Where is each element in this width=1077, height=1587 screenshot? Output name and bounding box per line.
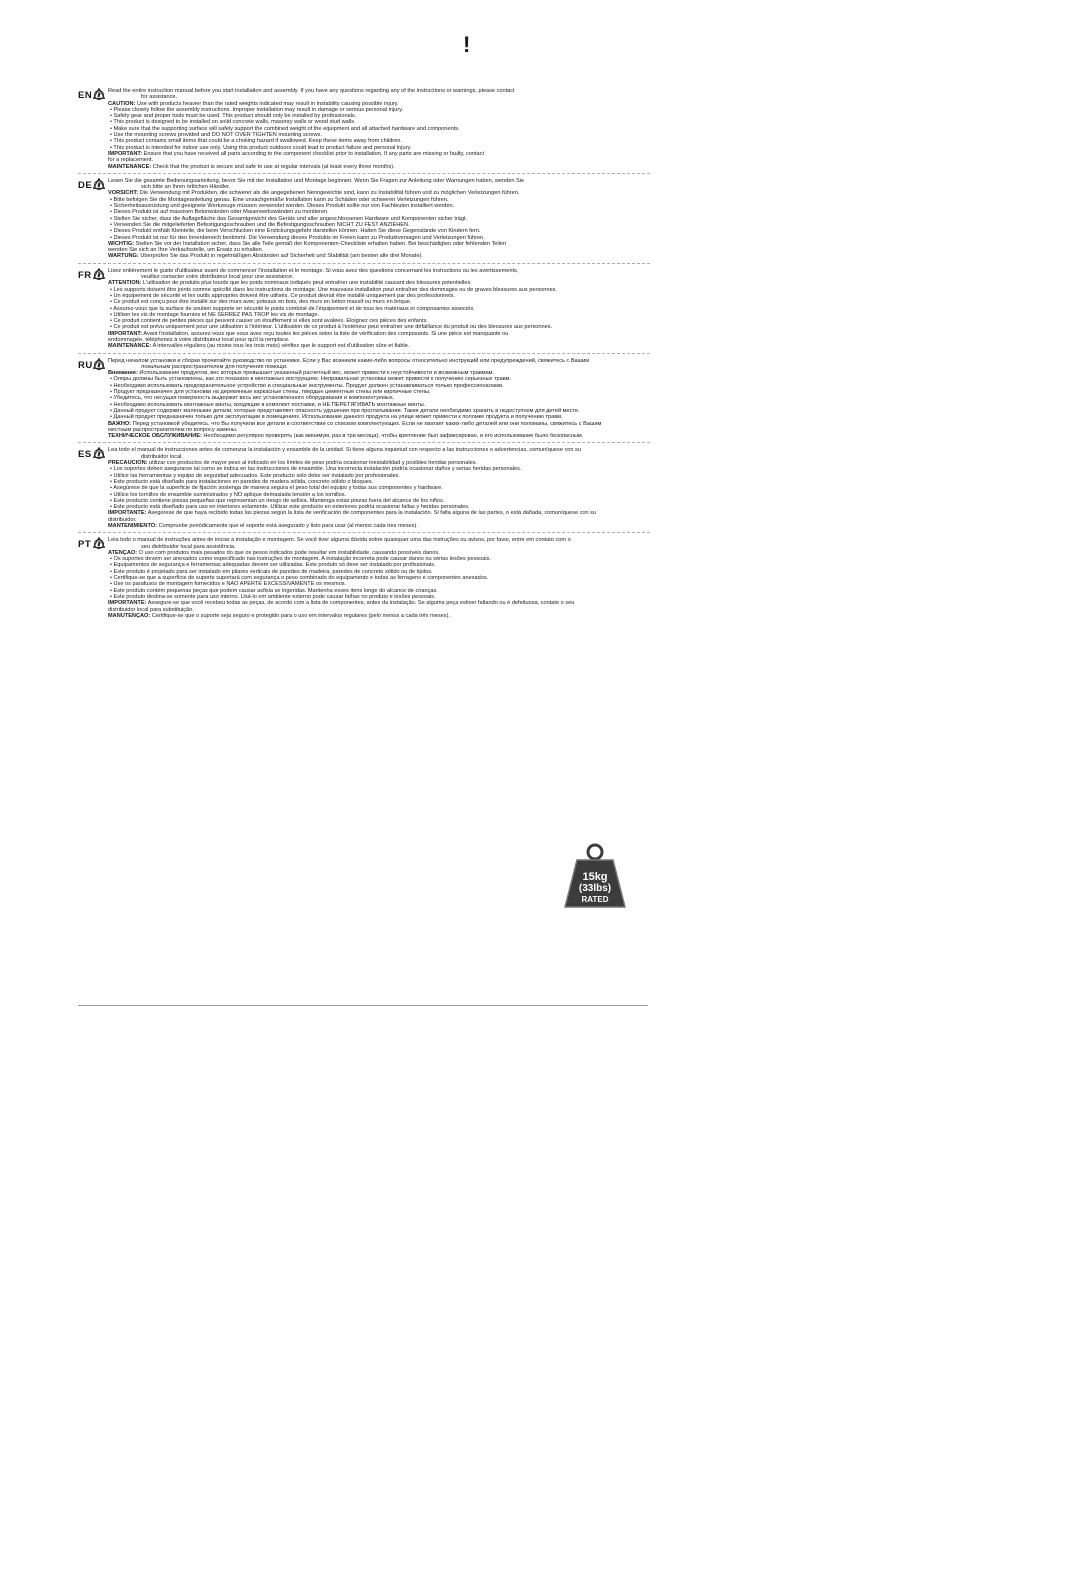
language-code: PT [78,539,92,551]
bullet-item: • Este producto contiene piezas pequeñas que representan un riesgo de asfixia. Mantenga estas piezas fuera del alcance de los niños. [108,498,650,504]
language-section-fr [78,268,650,350]
rating-label: RATED [581,895,609,904]
bullet-item: • Данный продукт содержит маленькие детали, которые представляют опасность удушения при проглатывании. Такие детали необходимо хранить в недоступном для детей месте. [108,408,650,414]
language-section-es [78,447,650,529]
warning-triangle-icon [93,266,105,277]
bullet-item: • This product contains small items that could be a choking hazard if swallowed. Keep these items away from children. [108,138,650,144]
maintenance-line [108,433,650,439]
important-line-label: WICHTIG: [108,240,135,247]
maintenance-line-text: Check that the product is secure and safe to use at regular intervals (at least every three months). [152,163,395,170]
maintenance-line-text: Необходимо регулярно проверять (как минимум, раз в три месяца), чтобы крепление был зафиксирован, и его использование было безопасным. [203,433,584,440]
warning-triangle-icon [93,535,105,546]
intro-text: Leia todo o manual de instruções antes de iniciar a instalação e montagem. Se você tiver alguma dúvida sobre quaisquer uma das instruções ou avisos, por favor, entre em contato com o [108,537,571,544]
caution-line-text: Использование продуктов, вес которых превышает указанный расчетный вес, может привести к неустойчивости и возможным травмам. [139,370,495,377]
warning-triangle-icon [93,176,105,187]
maintenance-line-label: WARTUNG: [108,253,139,260]
bullet-item: • Dieses Produkt enthält Kleinteile, die beim Verschlucken eine Erstickungsgefahr darstellen können. Halten Sie diese Gegenstände von Kindern fern. [108,228,650,234]
caution-line-text: Die Verwendung mit Produkten, die schwerer als die angegebenen Nenngewichte sind, kann zu Instabilität führen und zu möglichen Verletzungen führen. [139,190,520,197]
bullet-item: • Ce produit est conçu pour être installé sur des murs avec poteaux en bois, des murs en béton massif ou murs en brique. [108,299,650,305]
bullet-item: • Sicherheitsausrüstung und geeignete Werkzeuge müssen verwendet werden. Dieses Produkt sollte nur von Fachleuten installiert werden. [108,203,650,209]
intro-text: Lea todo el manual de instrucciones antes de comenzar la instalación y ensamble de la unidad. Si tiene alguna inquietud con respecto a las instrucciones o advertencias, comuníquese con su [108,447,581,454]
bullet-item: • Les supports doivent être joints comme spécifié dans les instructions de montage. Une mauvaise installation peut entraîner des dommages ou de graves blessures aux personnes. [108,287,650,293]
bullet-item: • Ce produit contient de petites pièces qui peuvent causer un étouffement si elles sont avalées. Éloignez ces pièces des enfants. [108,318,650,324]
important-line [108,510,650,516]
intro-text: Lisez entièrement le guide d'utilisateur avant de commencer l'installation et le montage. Si vous avez des questions concernant les instructions ou les avertissements, [108,267,519,274]
important-line-text: Ensure that you have received all parts according to the component checklist prior to installation. If any parts are missing or faulty, contact [143,150,484,157]
maintenance-line-label: MAINTENANCE: [108,163,152,170]
intro-text-cont: distribuidor local. [141,453,183,460]
bullet-item: • Bitte befolgen Sie die Montageanleitung genau. Eine unsachgemäße Installation kann zu Schäden oder schweren Verletzungen führen. [108,197,650,203]
language-code: RU [78,359,93,371]
important-text-cont: distribuidor. [108,516,137,523]
intro-text-cont: локальным распространителем для получения помощи. [141,363,288,370]
intro-text-cont: for assistance. [141,94,178,101]
bullet-item: • Utilice los tornillos de ensamble suministrados y NO aplique demasiada tensión a los tornillos. [108,492,650,498]
bullet-item: • Stellen Sie sicher, dass die Auflagefläche das Gesamtgewicht des Geräts und aller angeschlossenen Hardware und Komponenten sicher trägt. [108,216,650,222]
language-code: EN [78,90,93,101]
intro-text-cont: sich bitte an Ihren örtlichen Händler. [141,184,231,191]
bullet-item: • Необходимо использовать предохранительное устройство и специальные инструменты. Продукт должен устанавливаться только профессионалами. [108,383,650,389]
rating-lbs: (33lbs) [578,883,612,894]
bullet-item: • Este producto está diseñado para uso en interiores solamente. Utilizar este producto en exteriores podría ocasionar fallas y heridas personales. [108,504,650,510]
important-line-text: Stellen Sie vor der Installation sicher, dass Sie alle Teile gemäß der Komponenten-Checkliste erhalten haben. Bei beschädigten oder fehlenden Teilen [135,240,507,247]
important-text-cont: местным распространителем по вопросу замены. [108,426,238,433]
important-line [108,421,650,427]
important-line-text: Avant l'installation, assurez-vous que vous avez reçu toutes les pièces selon la liste de vérification des composants. Si une pièce est manquante ou [143,330,509,337]
maintenance-line-text: Certifique-se que o suporte seja seguro e protegido para o uso em intervalos regulares (pelo menos a cada três meses). [151,612,451,619]
intro-text: Lesen Sie die gesamte Bedienungsanleitung, bevor Sie mit der Installation und Montage beginnen. Wenn Sie Fragen zur Anleitung oder Warnungen haben, wenden Sie [108,177,525,184]
language-section-en [78,88,650,170]
page-divider [78,1005,648,1006]
bullet-item: • Los soportes deben asegurarse tal como se indica en las instrucciones de ensamble. Una incorrecta instalación podría ocasionar daños y serias heridas personales. [108,466,650,472]
caution-line-label: Внимание: [108,370,138,377]
important-line-text: Assegure-se que você recebeu todas as peças, de acordo com a lista de componentes, antes da instalação. Se alguma peça estiver faltando ou é defeituosa, contate o seu [147,600,575,607]
section-separator [78,353,650,354]
maintenance-line [108,253,650,259]
bullet-item: • This product is designed to be installed on solid concrete walls, masonry walls or wood stud walls. [108,119,650,125]
bullet-item: • Este produto destina-se somente para uso interno. Usá-lo em ambiente externo pode causar falhas no produto e lesões pessoais. [108,594,650,600]
important-text-cont: wenden Sie sich an Ihre Verkaufsstelle, um Ersatz zu erhalten. [108,247,264,254]
caution-line-label: CAUTION: [108,100,136,107]
bullet-item: • Este producto está diseñado para instalaciones en paredes de madera sólida, concreto sólido o bloques. [108,479,650,485]
rating-kg: 15kg [582,871,608,883]
bullet-item: • Os suportes devem ser anexados como especificado nas instruções de montagem. A instalação incorreta pode causar danos ou sérias lesões pessoais. [108,556,650,562]
bullet-item: • Продукт предназначен для установки на деревянные каркасные стены, твердые цементные стены или кирпичные стены. [108,389,650,395]
language-section-pt [78,537,650,619]
bullet-item: • Dieses Produkt ist auf massiven Betonwänden oder Mauerwerkswänden zu montieren. [108,209,650,215]
language-code: ES [78,449,92,461]
caution-line-text: utilizar con productos de mayor peso al indicado en los límites de peso podría ocasionar inestabilidad y posibles heridas personales. [149,460,478,467]
maintenance-line-text: Überprüfen Sie das Produkt in regelmäßigen Abständen auf Sicherheit und Stabilität (am besten alle drei Monate). [140,253,423,260]
bullet-item: • Utiliser les vis de montage fournies et NE SERREZ PAS TROP les vis de montage. [108,312,650,318]
bullet-item: • Опоры должны быть установлены, как это показано в монтажных инструкциях. Неправильная установка может привести к получению серьезных травм. [108,376,650,382]
instruction-sections [78,88,650,619]
bullet-item: • Убедитесь, что несущая поверхность выдержит весь вес установленного оборудования и компонентуемых. [108,395,650,401]
intro-text: Перед началом установки и сборки прочитайте руководство по установке. Если у Вас возникли какие-либо вопросы относительно инструкций или предупреждений, свяжитесь с Вашим [108,357,590,364]
maintenance-line-label: MAINTENANCE: [108,343,152,350]
bullet-item: • Assurez-vous que la surface de soutien supporte en sécurité le poids combiné de l'équipement et de tous les matériaux et composantes associés. [108,306,650,312]
section-separator [78,263,650,264]
maintenance-line [108,343,650,349]
bullet-item: • Ce produit est prévu uniquement pour une utilisation à l'intérieur. L'utilisation de ce produit à l'extérieur peut entraîner une défaillance du produit ou des blessures aux personnes. [108,324,650,330]
bullet-item: • Verwenden Sie die mitgelieferten Befestigungsschrauben und die Befestigungsschrauben NICHT ZU FEST ANZIEHEN. [108,222,650,228]
caution-line-label: VORSICHT: [108,190,139,197]
warning-exclamation: ! [463,32,471,57]
warning-triangle-icon [93,445,105,456]
maintenance-line-label: MANUTENÇÃO: [108,612,151,619]
maintenance-line-label: ТЕХНИЧЕСКОЕ ОБСЛУЖИВАНИЕ: [108,433,202,440]
bullet-item: • Este produto é projetado para ser instalado em pilares verticais de paredes de madeira, paredes de concreto sólido ou de tijolos. [108,569,650,575]
warning-triangle-icon [93,356,105,367]
caution-line-text: Use with products heavier than the rated weights indicated may result in instability causing possible injury. [136,100,399,107]
important-line [108,600,650,606]
important-line-label: IMPORTANT: [108,150,143,157]
warning-triangle-icon [93,86,105,97]
section-separator [78,173,650,174]
maintenance-line-label: MANTENIMIENTO: [108,523,157,529]
maintenance-line [108,613,650,619]
bullet-item: • Use the mounting screws provided and DO NOT OVER TIGHTEN mounting screws. [108,132,650,138]
maintenance-line-text: Compruebe periódicamente que el soporte está asegurado y listo para usar (al menos cada tres meses). [158,523,418,529]
caution-line-text: O uso com produtos mais pesados do que os pesos indicados pode resultar em instabilidade, causando possíveis danos. [138,549,440,556]
bullet-item: • Certifique-se que a superfície de suporte suportará com segurança o peso combinado do equipamento e todas as ferragens e componentes anexados. [108,575,650,581]
important-text-cont: for a replacement. [108,157,154,164]
caution-line-label: ATTENTION: [108,280,142,287]
important-line-label: ВАЖНО: [108,420,132,427]
bullet-item: • Dieses Produkt ist nur für den Innenbereich bestimmt. Die Verwendung dieses Produkts im Freien kann zu Produktversagen und Verletzungen führen. [108,235,650,241]
maintenance-line-text: A intervalles réguliers (au moins tous les trois mois) vérifiez que le support est d'utilisation sûre et fiable. [152,343,410,350]
intro-text: Read the entire instruction manual before you start installation and assembly. If you have any questions regarding any of the instructions or warnings, please contact [108,88,515,94]
important-line-label: IMPORTANTE: [108,510,147,517]
important-line-text: Asegúrese de que haya recibido todas las piezas según la lista de verificación de componentes para la instalación. Si falta alguna de las partes, o está dañada, comuníquese con su [147,510,597,517]
bullet-item: • Un équipement de sécurité et les outils appropriés doivent être utilisés. Ce produit devrait être installé uniquement par des professionnels. [108,293,650,299]
bullet-item: • Safety gear and proper tools must be used. This product should only be installed by professionals. [108,113,650,119]
bullet-item: • Make sure that the supporting surface will safely support the combined weight of the equipment and all attached hardware and components. [108,126,650,132]
bullet-item: • Необходимо использовать монтажные винты, входящие в комплект поставки, и НЕ ПЕРЕТЯГИВАТЬ монтажные винты. [108,402,650,408]
bullet-item: • This product is intended for indoor use only. Using this product outdoors could lead to product failure and personal injury. [108,145,650,151]
bullet-item: • Utilice las herramientas y equipo de seguridad adecuados. Este producto solo debe ser instalado por profesionales. [108,473,650,479]
important-line-label: IMPORTANTE: [108,600,147,607]
bullet-item: • Este produto contém pequenas peças que podem causar asfixia se ingeridas. Mantenha esses itens longe do alcance de crianças. [108,588,650,594]
intro-text-cont: seu distribuidor local para assistência. [141,543,236,550]
maintenance-line [108,164,650,170]
language-code: FR [78,269,92,281]
language-code: DE [78,179,93,191]
bullet-item: • Asegúrese de que la superficie de fijación sostenga de manera segura el peso total del equipo y todas sus componentes y hardware. [108,485,650,491]
caution-line-label: ATENÇÃO: [108,549,138,556]
caution-line-label: PRECAUCIÓN: [108,460,148,467]
caution-line-text: L'utilisation de produits plus lourds que les poids nominaux indiqués peut entraîner une instabilité causant des blessures potentielles. [143,280,472,287]
bullet-item: • Equipamentos de segurança e ferramentas adequadas devem ser utilizadas. Este produto só deve ser instalado por profissionais. [108,562,650,568]
important-line-label: IMPORTANT: [108,330,143,337]
language-section-ru [78,358,650,440]
section-separator [78,532,650,533]
bullet-item: • Данный продукт предназначен только для эксплуатации в помещениях. Использование данного продукта на улице может привести к поломке продукта и получению травм. [108,414,650,420]
intro-text-cont: veuillez contacter votre distributeur local pour une assistance. [141,274,294,281]
language-section-de [78,178,650,260]
bullet-item: • Please closely follow the assembly instructions. Improper installation may result in damage or serious personal injury. [108,107,650,113]
important-text-cont: endommagée, téléphonez à votre distributeur local pour qu'il la remplace. [108,336,290,343]
maintenance-line [108,523,650,529]
weight-rating-badge [563,843,627,909]
important-text-cont: distribuidor local para substituição. [108,606,194,613]
section-separator [78,442,650,443]
bullet-item: • Use os parafusos de montagem fornecidos e NÃO APERTE EXCESSIVAMENTE os mesmos. [108,581,650,587]
important-line-text: Перед установкой убедитесь, что Вы получили все детали в соответствии со списком комплектующих. Если не хватает каких-либо деталей или они поломаны, свяжитесь с Вашим [132,420,602,427]
